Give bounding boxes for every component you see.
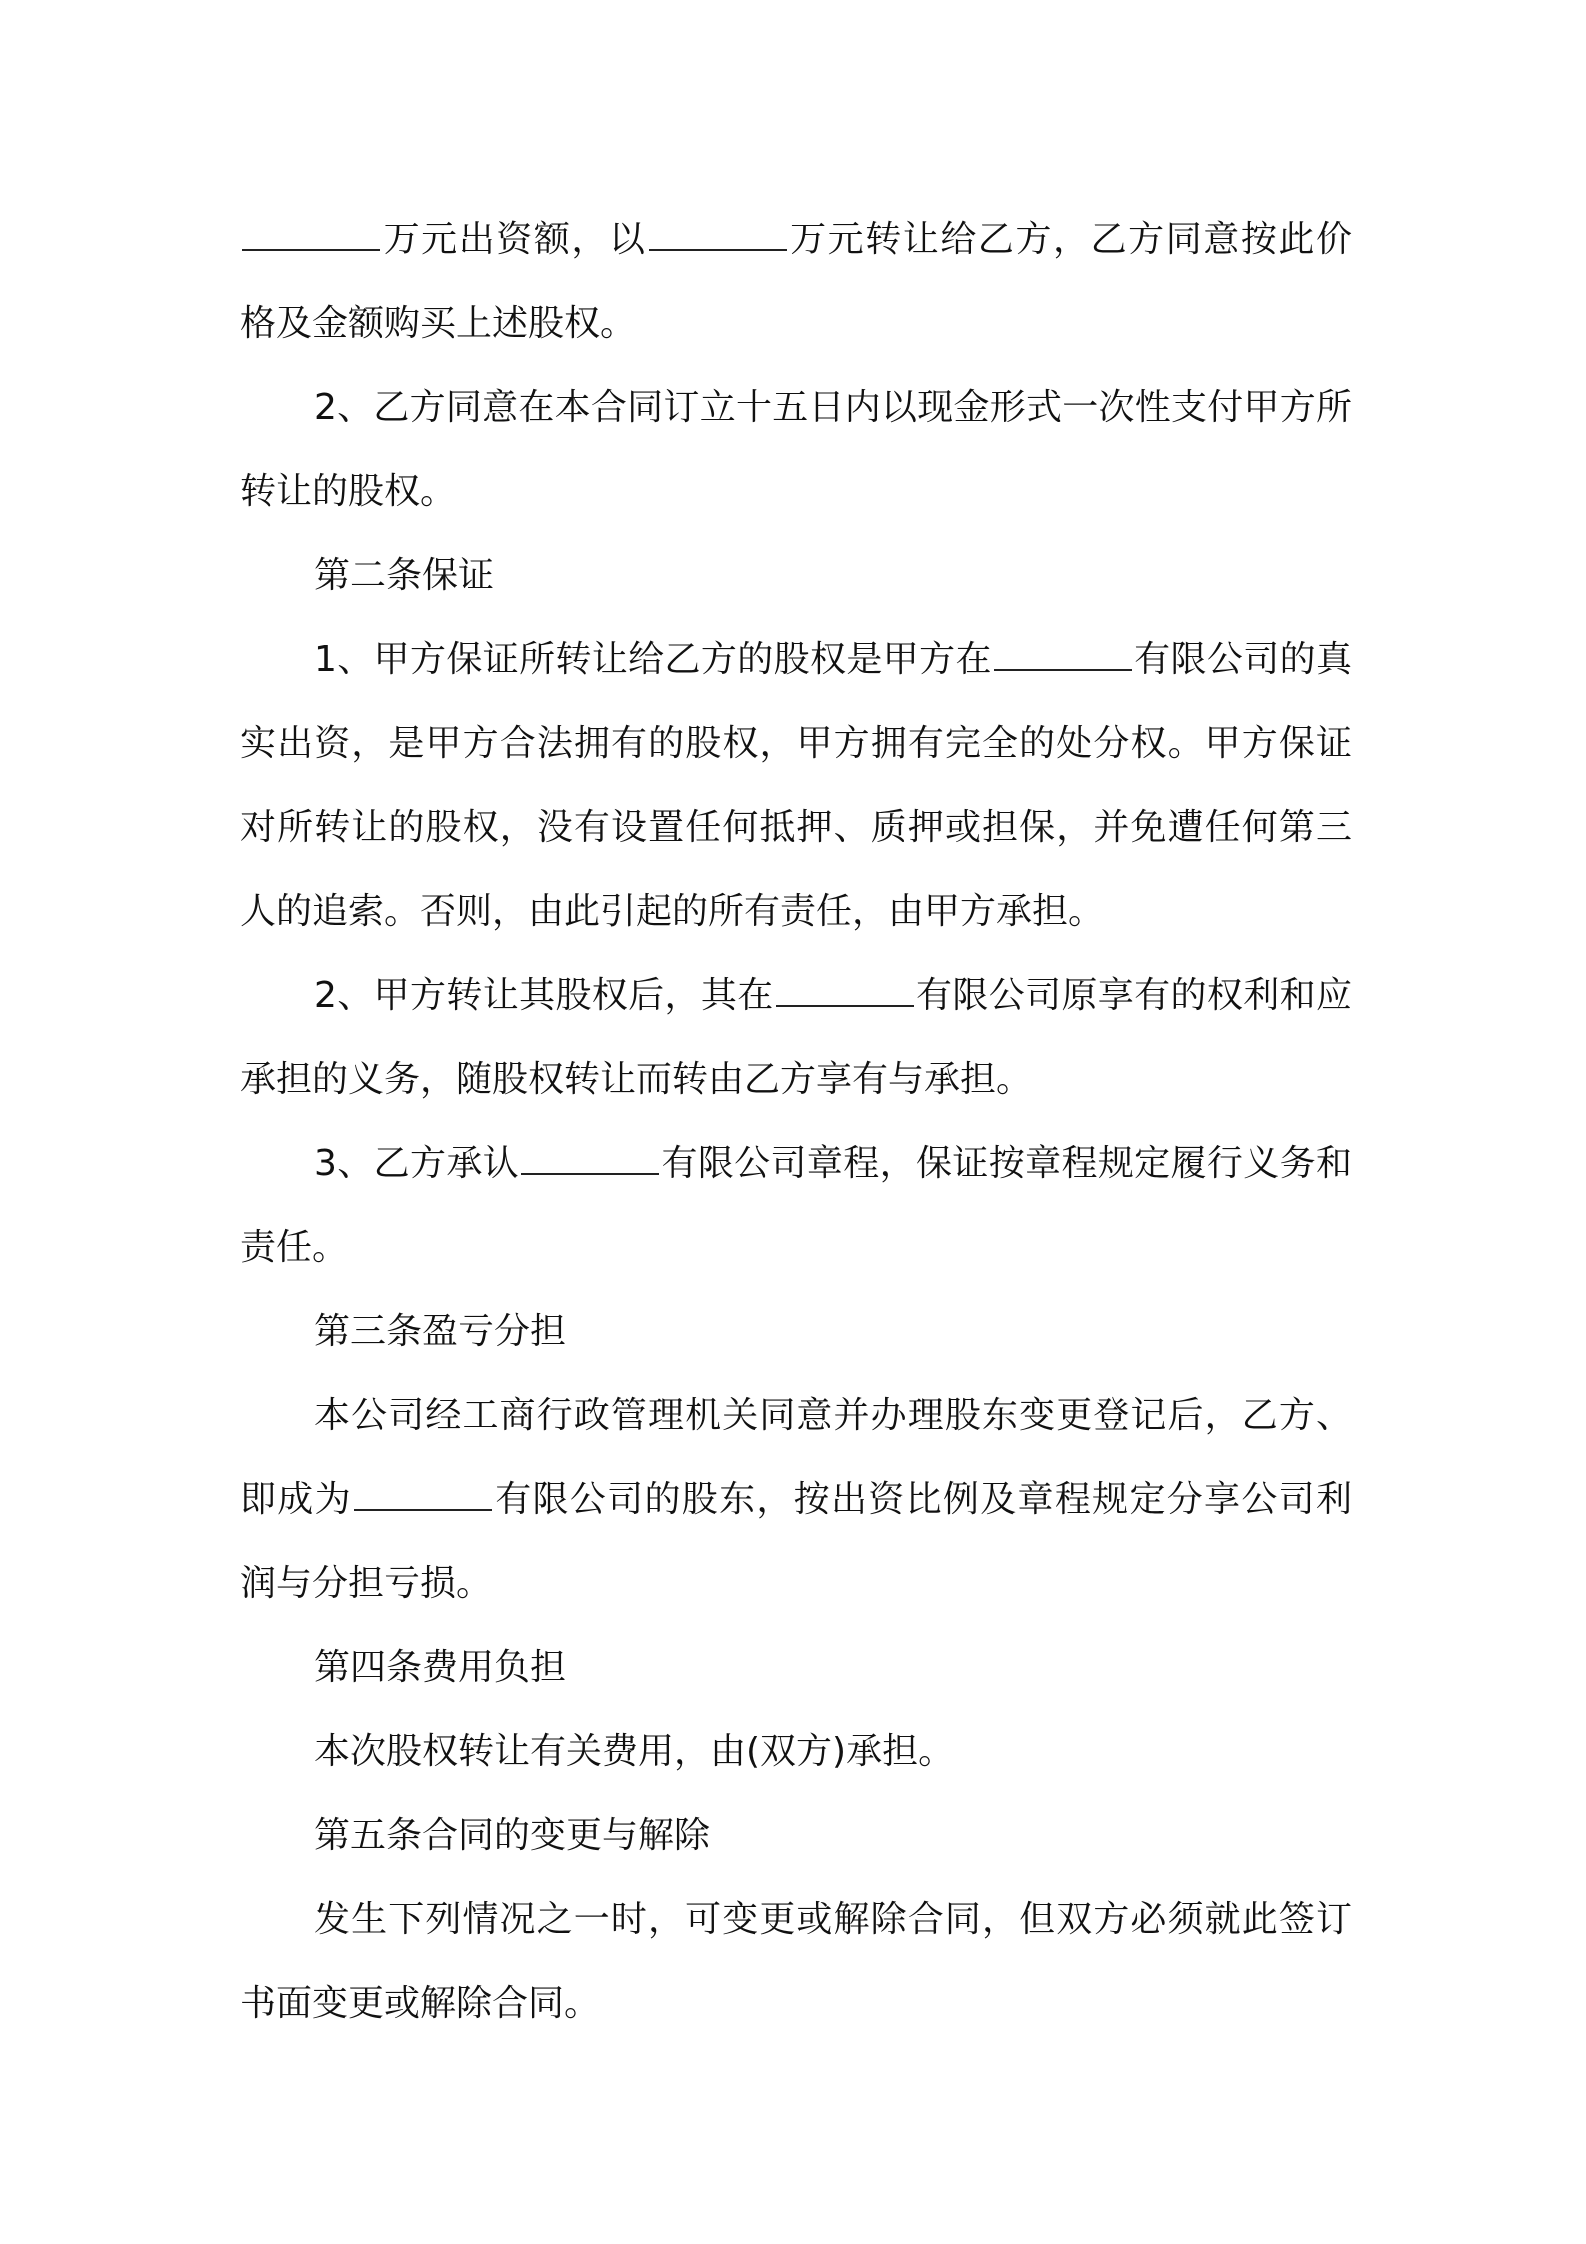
text-run: 第二条保证 — [314, 555, 495, 596]
fill-in-blank — [354, 1477, 492, 1511]
text-run: 第五条合同的变更与解除 — [314, 1815, 711, 1856]
document-body — [240, 198, 1352, 2046]
text-run: 2、乙方同意在本合同订立十五日内以现金形式一次性支付甲方所转让的股权。 — [240, 387, 1352, 512]
paragraph-payment — [240, 366, 1352, 534]
fill-in-blank — [649, 217, 787, 251]
section-heading-amendment — [240, 1794, 1352, 1878]
paragraph-expenses — [240, 1710, 1352, 1794]
text-run: 第四条费用负担 — [314, 1647, 567, 1688]
text-run: 3、乙方承认 — [314, 1143, 520, 1184]
text-run: 本次股权转让有关费用，由(双方)承担。 — [314, 1731, 955, 1772]
text-run: 有限公司的股东，按出资比例及章程规定分享公司利润与分担亏损。 — [240, 1479, 1352, 1604]
paragraph-guarantee-2 — [240, 954, 1352, 1122]
text-run: 1、甲方保证所转让给乙方的股权是甲方在 — [314, 639, 992, 680]
text-run: 发生下列情况之一时，可变更或解除合同，但双方必须就此签订书面变更或解除合同。 — [240, 1899, 1352, 2024]
section-heading-guarantee — [240, 534, 1352, 618]
fill-in-blank — [521, 1141, 659, 1175]
text-run: 有限公司原享有的权利和应承担的义务，随股权转让而转由乙方享有与承担。 — [240, 975, 1352, 1100]
text-run: 万元出资额，以 — [382, 219, 647, 260]
paragraph-transfer-price — [240, 198, 1352, 366]
paragraph-guarantee-1 — [240, 618, 1352, 954]
paragraph-guarantee-3 — [240, 1122, 1352, 1290]
section-heading-expenses — [240, 1626, 1352, 1710]
fill-in-blank — [994, 637, 1132, 671]
text-run: 万元转让给乙方，乙方同意按此价格及金额购买上述股权。 — [240, 219, 1352, 344]
paragraph-profit-loss — [240, 1374, 1352, 1626]
paragraph-amendment — [240, 1878, 1352, 2046]
section-heading-profit-loss — [240, 1290, 1352, 1374]
fill-in-blank — [776, 973, 914, 1007]
text-run: 本公司经工商行政管理机关同意并办理股东变更登记后，乙方、即成为 — [240, 1395, 1352, 1520]
text-run: 有限公司章程，保证按章程规定履行义务和责任。 — [240, 1143, 1352, 1268]
text-run: 有限公司的真实出资，是甲方合法拥有的股权，甲方拥有完全的处分权。甲方保证对所转让的股权，没有设置任何抵押、质押或担保，并免遭任何第三人的追索。否则，由此引起的所有责任，由甲方承担。 — [240, 639, 1352, 932]
text-run: 2、甲方转让其股权后，其在 — [314, 975, 774, 1016]
text-run: 第三条盈亏分担 — [314, 1311, 567, 1352]
fill-in-blank — [242, 217, 380, 251]
